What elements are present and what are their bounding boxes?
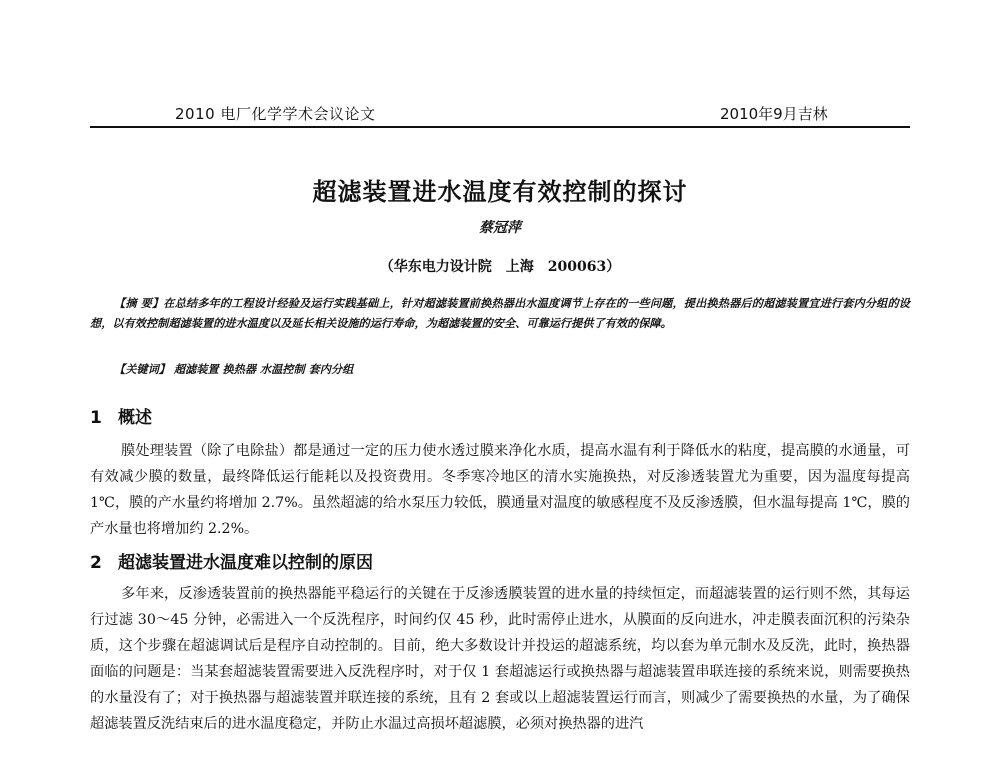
section-1-body: 膜处理装置（除了电除盐）都是通过一定的压力使水透过膜来净化水质，提高水温有利于降低水的粘度，提高膜的水通量，可有效减少膜的数量，最终降低运行能耗以及投资费用。冬季寒冷地区的清水实施换热，对反渗透装置尤为重要，因为温度每提高 1℃，膜的产水量约将增加 2.7%。虽然超滤的给水泵压力较低，膜通量对温度的敏感程度不及反渗透膜，但水温每提高 1℃，膜的产水量也将增加约 2.2%。 (90, 443, 910, 537)
keywords: 【关键词】 超滤装置 换热器 水温控制 套内分组 (114, 362, 354, 376)
running-header-left: 2010 电厂化学学术会议论文 (175, 105, 376, 123)
section-1-heading (90, 403, 152, 428)
affiliation: （华东电力设计院 上海 200063） (379, 259, 621, 275)
header-rule (90, 126, 910, 128)
abstract: 【摘 要】在总结多年的工程设计经验及运行实践基础上，针对超滤装置前换热器出水温度调节上存在的一些问题，提出换热器后的超滤装置宜进行套内分组的设想，以有效控制超滤装置的进水温度以及延长相关设施的运行寿命，为超滤装置的安全、可靠运行提供了有效的保障。 (90, 296, 910, 330)
author: 蔡冠萍 (479, 220, 521, 236)
section-1-number: 1 (90, 408, 102, 428)
section-2-body: 多年来，反渗透装置前的换热器能平稳运行的关键在于反渗透膜装置的进水量的持续恒定，而超滤装置的运行则不然，其每运行过滤 30～45 分钟，必需进入一个反洗程序，时间约仅 45 秒，此时需停止进水，从膜面的反向进水，冲走膜表面沉积的污染杂质，这个步骤在超滤调试后是程序自动控制的。目前，绝大多数设计并投运的超滤系统，均以套为单元制水及反洗，此时，换热器面临的问题是：当某套超滤装置需要进入反洗程序时，对于仅 1 套超滤运行或换热器与超滤装置串联连接的系统来说，则需要换热的水量没有了；对于换热器与超滤装置并联连接的系统，且有 2 套或以上超滤装置运行而言，则减少了需要换热的水量，为了确保超滤装置反洗结束后的进水温度稳定，并防止水温过高损坏超滤膜，必须对换热器的进汽 (90, 586, 910, 732)
running-header-right: 2010年9月吉林 (720, 105, 828, 123)
section-2-title: 超滤装置进水温度难以控制的原因 (118, 553, 373, 573)
paper-title: 超滤装置进水温度有效控制的探讨 (312, 178, 688, 206)
section-2-number: 2 (90, 553, 102, 573)
section-1-title: 概述 (118, 408, 152, 428)
section-2-heading (90, 548, 373, 573)
